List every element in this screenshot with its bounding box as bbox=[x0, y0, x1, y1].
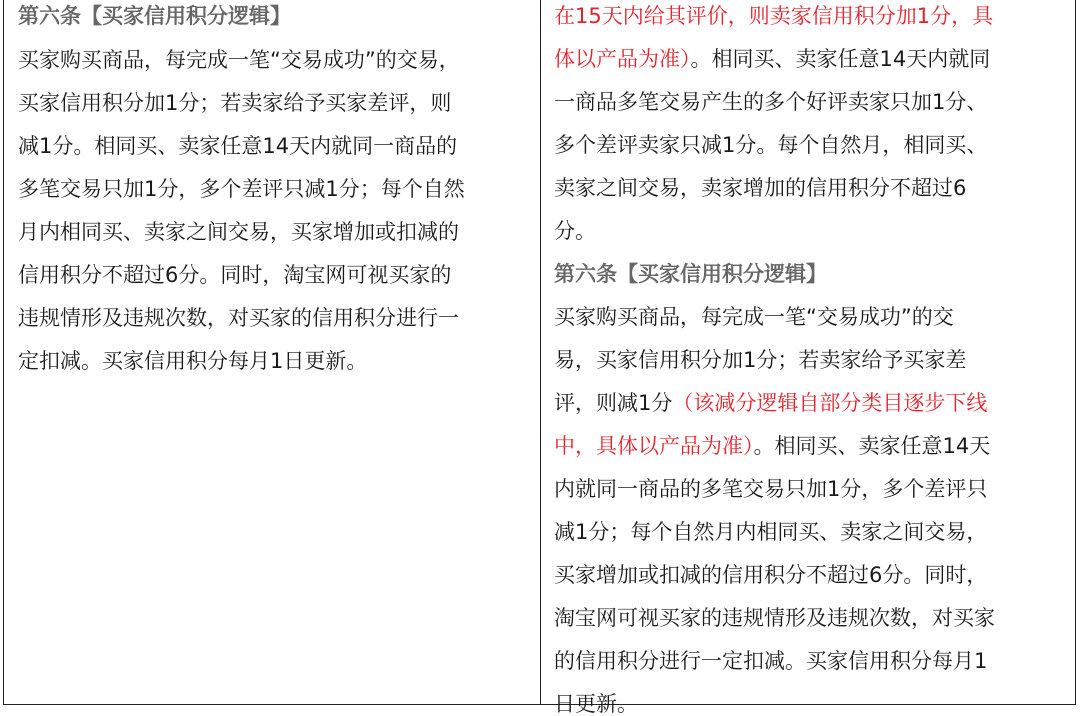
right-paragraph-line: 买家增加或扣减的信用积分不超过6分。同时， bbox=[554, 563, 988, 587]
right-paragraph-text: 。相同买、卖家任意14天 bbox=[753, 434, 991, 458]
right-paragraph-line: 分。 bbox=[554, 219, 596, 243]
right-paragraph-line: 日更新。 bbox=[554, 692, 638, 716]
right-paragraph-line bbox=[554, 391, 987, 415]
right-article-heading: 第六条【买家信用积分逻辑】 bbox=[554, 262, 827, 286]
right-paragraph-line: 一商品多笔交易产生的多个好评卖家只加1分、 bbox=[554, 90, 988, 114]
right-paragraph-text: 评，则减1分 bbox=[554, 391, 673, 415]
left-paragraph-line: 减1分。相同买、卖家任意14天内就同一商品的 bbox=[18, 134, 458, 158]
left-paragraph-line: 多笔交易只加1分，多个差评只减1分；每个自然 bbox=[18, 177, 465, 201]
right-column-new-rules bbox=[540, 0, 1076, 716]
right-highlighted-change: 体以产品为准） bbox=[554, 47, 691, 71]
left-paragraph-line: 买家信用积分加1分；若卖家给予买家差评，则 bbox=[18, 91, 452, 115]
right-paragraph-line: 卖家之间交易，卖家增加的信用积分不超过6 bbox=[554, 176, 967, 200]
left-article-heading: 第六条【买家信用积分逻辑】 bbox=[18, 4, 291, 28]
right-paragraph-line bbox=[554, 434, 990, 458]
right-paragraph-line: 的信用积分进行一定扣减。买家信用积分每月1 bbox=[554, 649, 988, 673]
right-highlighted-change: 在15天内给其评价，则卖家信用积分加1分，具 bbox=[554, 4, 994, 28]
left-column-old-rules bbox=[3, 0, 541, 705]
left-paragraph-line: 违规情形及违规次数，对买家的信用积分进行一 bbox=[18, 306, 459, 330]
right-paragraph-line: 买家购买商品，每完成一笔“交易成功”的交 bbox=[554, 305, 954, 329]
right-paragraph-line: 内就同一商品的多笔交易只加1分，多个差评只 bbox=[554, 477, 988, 501]
left-paragraph-line: 月内相同买、卖家之间交易，买家增加或扣减的 bbox=[18, 220, 459, 244]
right-paragraph-line: 减1分；每个自然月内相同买、卖家之间交易， bbox=[554, 520, 988, 544]
right-paragraph-line: 淘宝网可视买家的违规情形及违规次数，对买家 bbox=[554, 606, 995, 630]
left-paragraph-line: 定扣减。买家信用积分每月1日更新。 bbox=[18, 349, 368, 373]
right-paragraph-line: 多个差评卖家只减1分。每个自然月，相同买、 bbox=[554, 133, 988, 157]
right-paragraph-text: 。相同买、卖家任意14天内就同 bbox=[690, 47, 991, 71]
right-highlighted-change: （该减分逻辑自部分类目逐步下线 bbox=[672, 391, 988, 415]
right-paragraph-line bbox=[554, 47, 990, 71]
left-paragraph-line: 信用积分不超过6分。同时，淘宝网可视买家的 bbox=[18, 263, 452, 287]
right-paragraph-line: 易，买家信用积分加1分；若卖家给予买家差 bbox=[554, 348, 967, 372]
right-highlighted-change: 中，具体以产品为准） bbox=[554, 434, 754, 458]
left-paragraph-line: 买家购买商品，每完成一笔“交易成功”的交易， bbox=[18, 48, 460, 72]
